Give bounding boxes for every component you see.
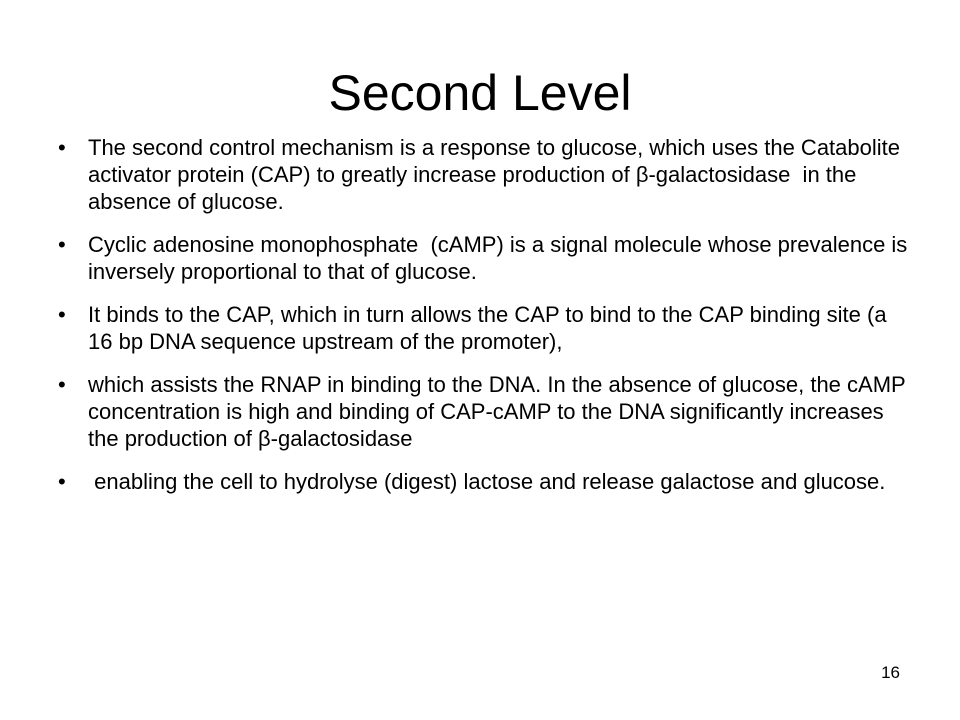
bullet-item-2 — [56, 231, 916, 285]
bullet-marker: • — [58, 302, 66, 327]
bullet-item-5 — [56, 468, 916, 495]
slide-title: Second Level — [328, 65, 632, 121]
bullet-text: enabling the cell to hydrolyse (digest) lactose and release galactose and glucose. — [88, 469, 886, 494]
bullet-item-4 — [56, 371, 916, 452]
bullet-text: Cyclic adenosine monophosphate (cAMP) is a signal molecule whose prevalence is inversely proportional to that of glucose. — [88, 232, 914, 284]
bullet-text: The second control mechanism is a response to glucose, which uses the Catabolite activator protein (CAP) to greatly increase production of β-galactosidase in the absence of glucose. — [88, 135, 907, 214]
bullet-item-1 — [56, 134, 916, 215]
bullet-item-3 — [56, 301, 916, 355]
bullet-text: which assists the RNAP in binding to the DNA. In the absence of glucose, the cAMP concentration is high and binding of CAP-cAMP to the DNA significantly increases the production of β-galactosidase — [88, 372, 912, 451]
bullet-list — [56, 134, 916, 511]
bullet-marker: • — [58, 469, 66, 494]
page-number: 16 — [881, 663, 900, 682]
bullet-text: It binds to the CAP, which in turn allows the CAP to bind to the CAP binding site (a 16 bp DNA sequence upstream of the promoter), — [88, 302, 893, 354]
bullet-marker: • — [58, 232, 66, 257]
bullet-marker: • — [58, 135, 66, 160]
bullet-marker: • — [58, 372, 66, 397]
